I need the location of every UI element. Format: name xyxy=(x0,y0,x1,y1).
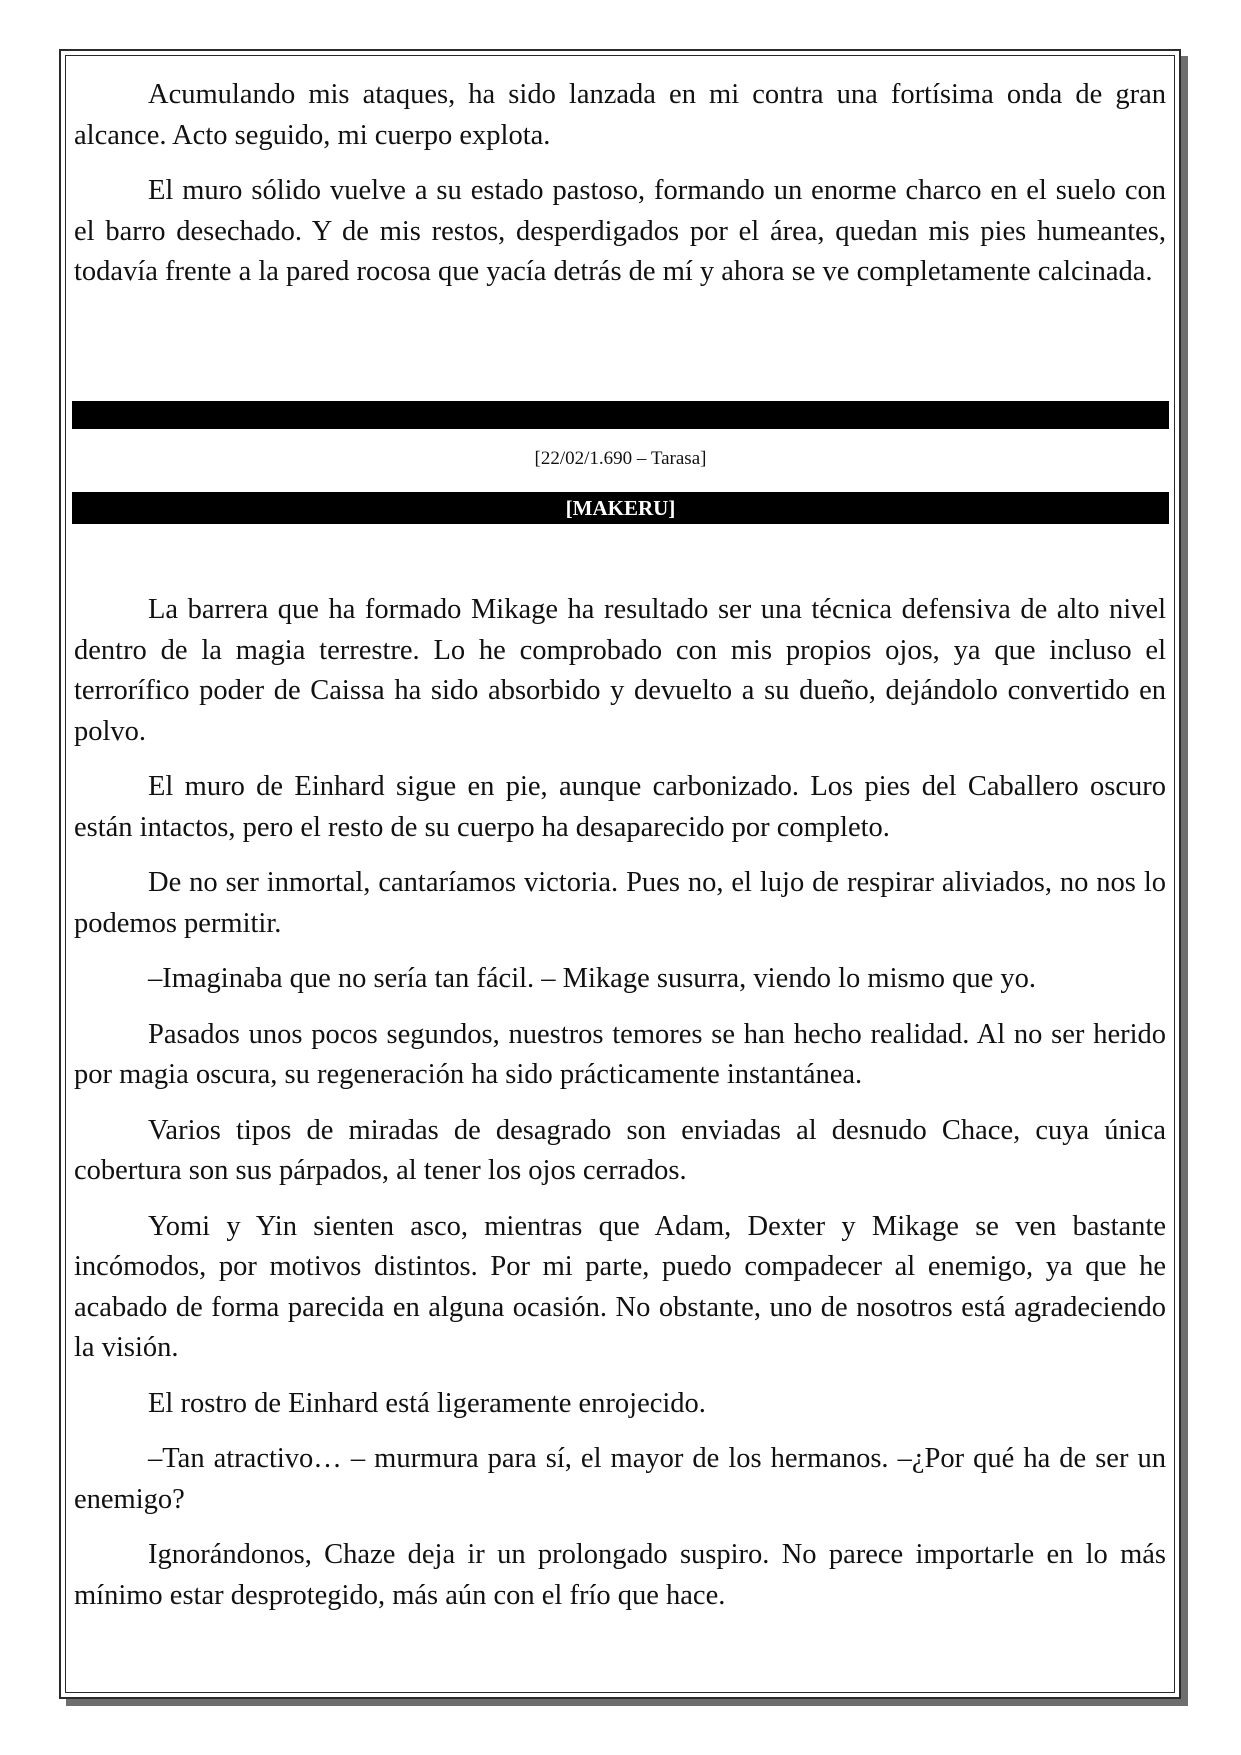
paragraph: –Tan atractivo… – murmura para sí, el mayor de los hermanos. –¿Por qué ha de ser un enemigo? xyxy=(74,1443,1166,1515)
paragraph: Yomi y Yin sienten asco, mientras que Adam, Dexter y Mikage se ven bastante incómodos, por motivos distintos. Por mi parte, puedo compadecer al enemigo, ya que he acabado de forma parecida en alguna ocasión. No obstante, uno de nosotros está agradeciendo la visión. xyxy=(74,1210,1166,1363)
paragraph: De no ser inmortal, cantaríamos victoria. Pues no, el lujo de respirar aliviados, no nos lo podemos permitir. xyxy=(74,867,1166,939)
paragraph: La barrera que ha formado Mikage ha resultado ser una técnica defensiva de alto nivel dentro de la magia terrestre. Lo he comprobado con mis propios ojos, ya que incluso el terrorífico poder de Caissa ha sido absorbido y devuelto a su dueño, dejándolo convertido en polvo. xyxy=(74,594,1166,747)
paragraph: Ignorándonos, Chaze deja ir un prolongado suspiro. No parece importarle en lo más mínimo estar desprotegido, más aún con el frío que hace. xyxy=(74,1539,1166,1611)
paragraph: El muro sólido vuelve a su estado pastoso, formando un enorme charco en el suelo con el barro desechado. Y de mis restos, desperdigados por el área, quedan mis pies humeantes, todavía frente a la pared rocosa que yacía detrás de mí y ahora se ve completamente calcinada. xyxy=(74,175,1166,287)
paragraph: Varios tipos de miradas de desagrado son enviadas al desnudo Chace, cuya única cobertura son sus párpados, al tener los ojos cerrados. xyxy=(74,1114,1166,1186)
paragraph: –Imaginaba que no sería tan fácil. – Mikage susurra, viendo lo mismo que yo. xyxy=(148,963,1037,994)
paragraph: Pasados unos pocos segundos, nuestros temores se han hecho realidad. Al no ser herido por magia oscura, su regeneración ha sido prácticamente instantánea. xyxy=(74,1018,1166,1090)
paragraph: El rostro de Einhard está ligeramente enrojecido. xyxy=(148,1387,706,1419)
scene-date-location: [22/02/1.690 – Tarasa] xyxy=(534,448,707,469)
top-text xyxy=(74,75,1166,308)
main-text xyxy=(74,590,1166,1631)
scene-divider-bar xyxy=(72,401,1169,429)
narrator-header: [MAKERU] xyxy=(72,492,1169,524)
paragraph: Acumulando mis ataques, ha sido lanzada en mi contra una fortísima onda de gran alcance. Acto seguido, mi cuerpo explota. xyxy=(74,79,1166,151)
paragraph: El muro de Einhard sigue en pie, aunque carbonizado. Los pies del Caballero oscuro están intactos, pero el resto de su cuerpo ha desaparecido por completo. xyxy=(74,771,1166,843)
